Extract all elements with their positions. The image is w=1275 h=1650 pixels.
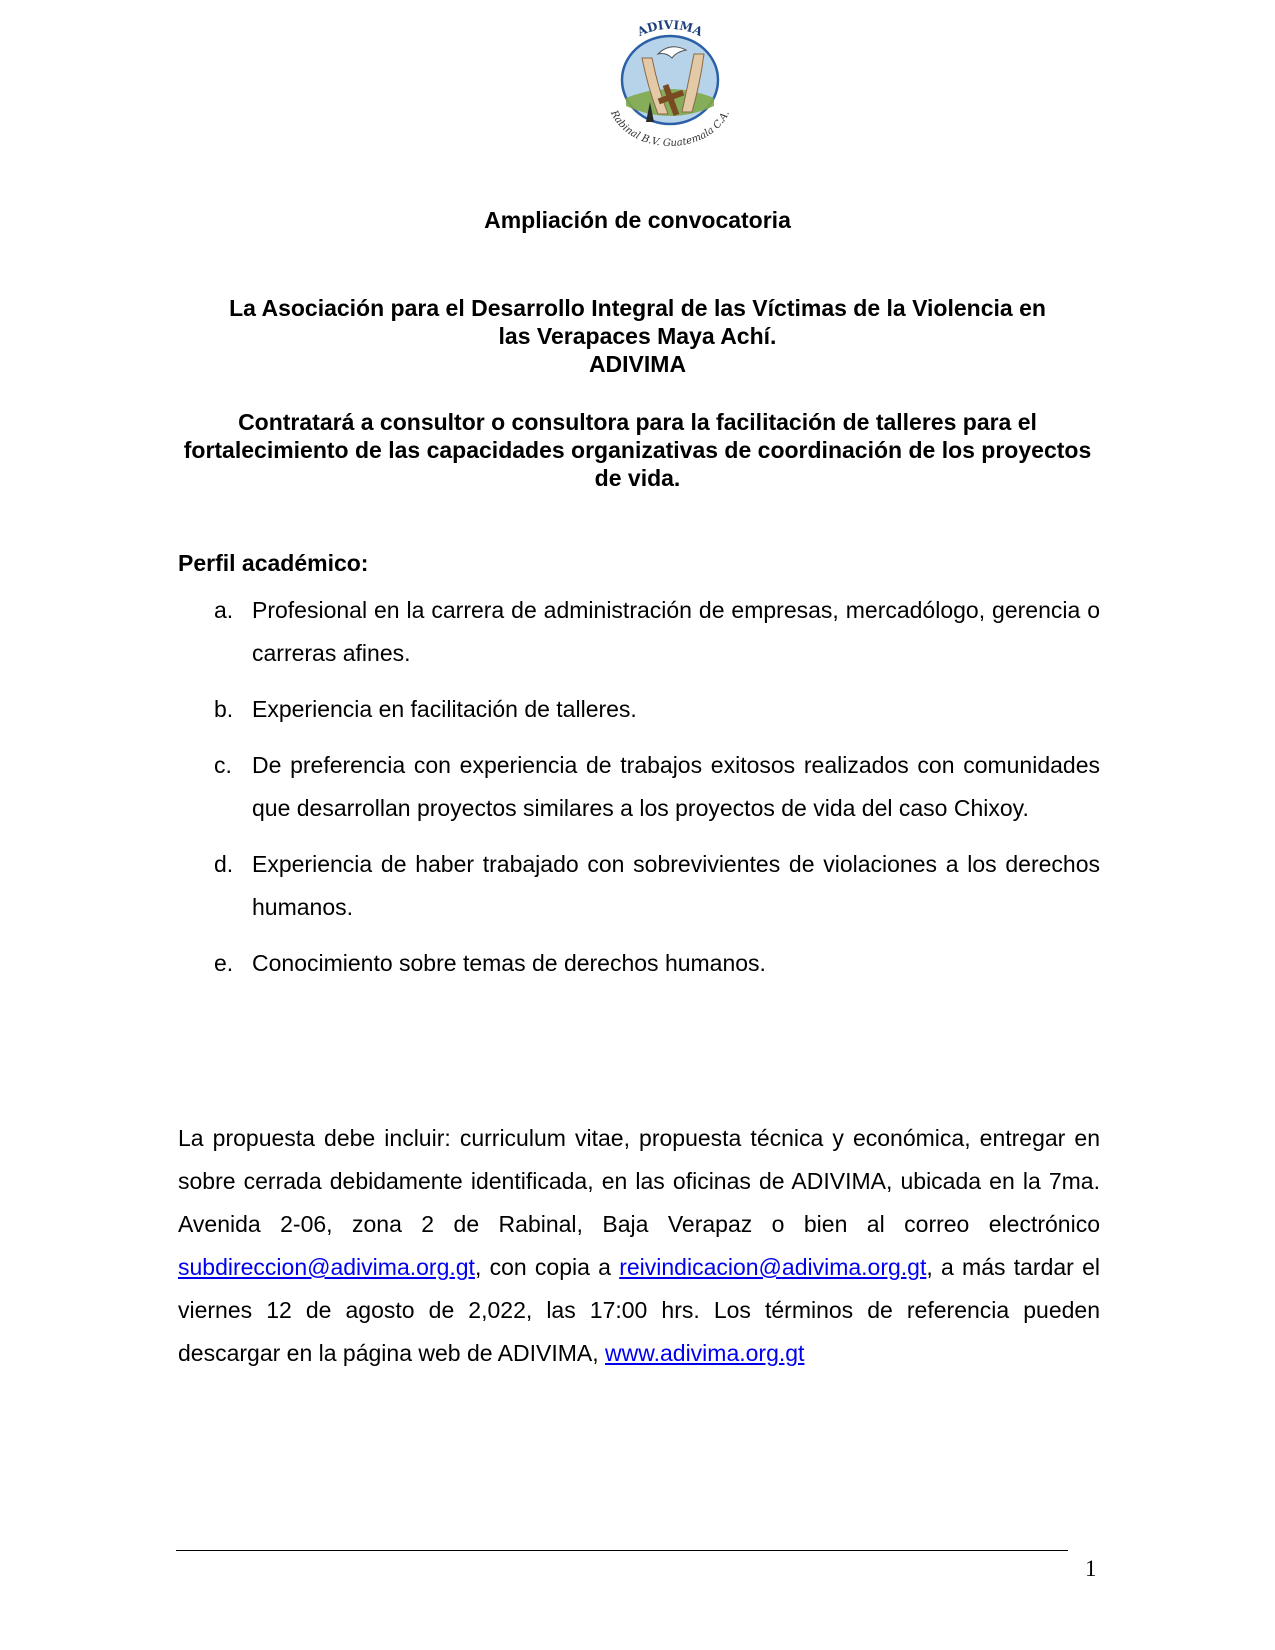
logo-emblem-icon	[590, 18, 750, 148]
svg-text:Rabinal B.V. Guatemala C.A.: Rabinal B.V. Guatemala C.A.	[608, 108, 732, 148]
organization-acronym: ADIVIMA	[588, 351, 687, 377]
list-item	[178, 843, 1100, 929]
list-marker: a.	[214, 597, 234, 623]
list-item-text: Experiencia de haber trabajado con sobrevivientes de violaciones a los derechos humanos.	[252, 851, 1100, 920]
proposal-paragraph	[178, 1117, 1100, 1375]
organization-name-line1: La Asociación para el Desarrollo Integral de las Víctimas de la Violencia en	[229, 295, 1046, 321]
reivindicacion-email-link[interactable]: reivindicacion@adivima.org.gt	[619, 1254, 927, 1280]
list-item	[178, 744, 1100, 830]
document-title: Ampliación de convocatoria	[484, 207, 791, 233]
list-item-text: De preferencia con experiencia de trabajos exitosos realizados con comunidades que desarrollan proyectos similares a los proyectos de vida del caso Chixoy.	[252, 752, 1100, 821]
list-marker: c.	[214, 752, 232, 778]
adivima-logo	[590, 18, 750, 148]
page-number: 1	[1085, 1556, 1097, 1581]
svg-text:ADIVIMA: ADIVIMA	[635, 18, 705, 40]
list-item-text: Experiencia en facilitación de talleres.	[252, 696, 637, 722]
list-item-text: Profesional en la carrera de administración de empresas, mercadólogo, gerencia o carreras afines.	[252, 597, 1100, 666]
subdireccion-email-link[interactable]: subdireccion@adivima.org.gt	[178, 1254, 475, 1280]
organization-name-line2: las Verapaces Maya Achí.	[498, 323, 777, 349]
list-item	[178, 688, 1100, 731]
website-link[interactable]: www.adivima.org.gt	[605, 1340, 805, 1366]
list-marker: e.	[214, 950, 234, 976]
list-item	[178, 589, 1100, 675]
proposal-text-part1: La propuesta debe incluir: curriculum vitae, propuesta técnica y económica, entregar en sobre cerrada debidamente identificada, en las oficinas de ADIVIMA, ubicada en la 7ma. Avenida 2-06, zona 2 de Rabinal, Baja Verapaz o bien al correo electrónico	[178, 1125, 1100, 1237]
profile-heading: Perfil académico:	[178, 550, 369, 576]
announcement-text: Contratará a consultor o consultora para la facilitación de talleres para el fortalecimiento de las capacidades organizativas de coordinación de los proyectos de vida.	[183, 409, 1092, 491]
requirements-list	[178, 589, 1100, 998]
footer-divider	[176, 1550, 1068, 1551]
proposal-text-part2: , con copia a	[474, 1254, 620, 1280]
list-marker: d.	[214, 851, 234, 877]
organization-block	[180, 294, 1095, 378]
list-marker: b.	[214, 696, 234, 722]
list-item-text: Conocimiento sobre temas de derechos humanos.	[252, 950, 766, 976]
proposal-text-part3: , a más tardar el viernes 12 de agosto de 2,022, las 17:00 hrs. Los términos de referencia pueden descargar en la página web de ADIVIMA,	[178, 1254, 1100, 1366]
list-item	[178, 942, 1100, 985]
